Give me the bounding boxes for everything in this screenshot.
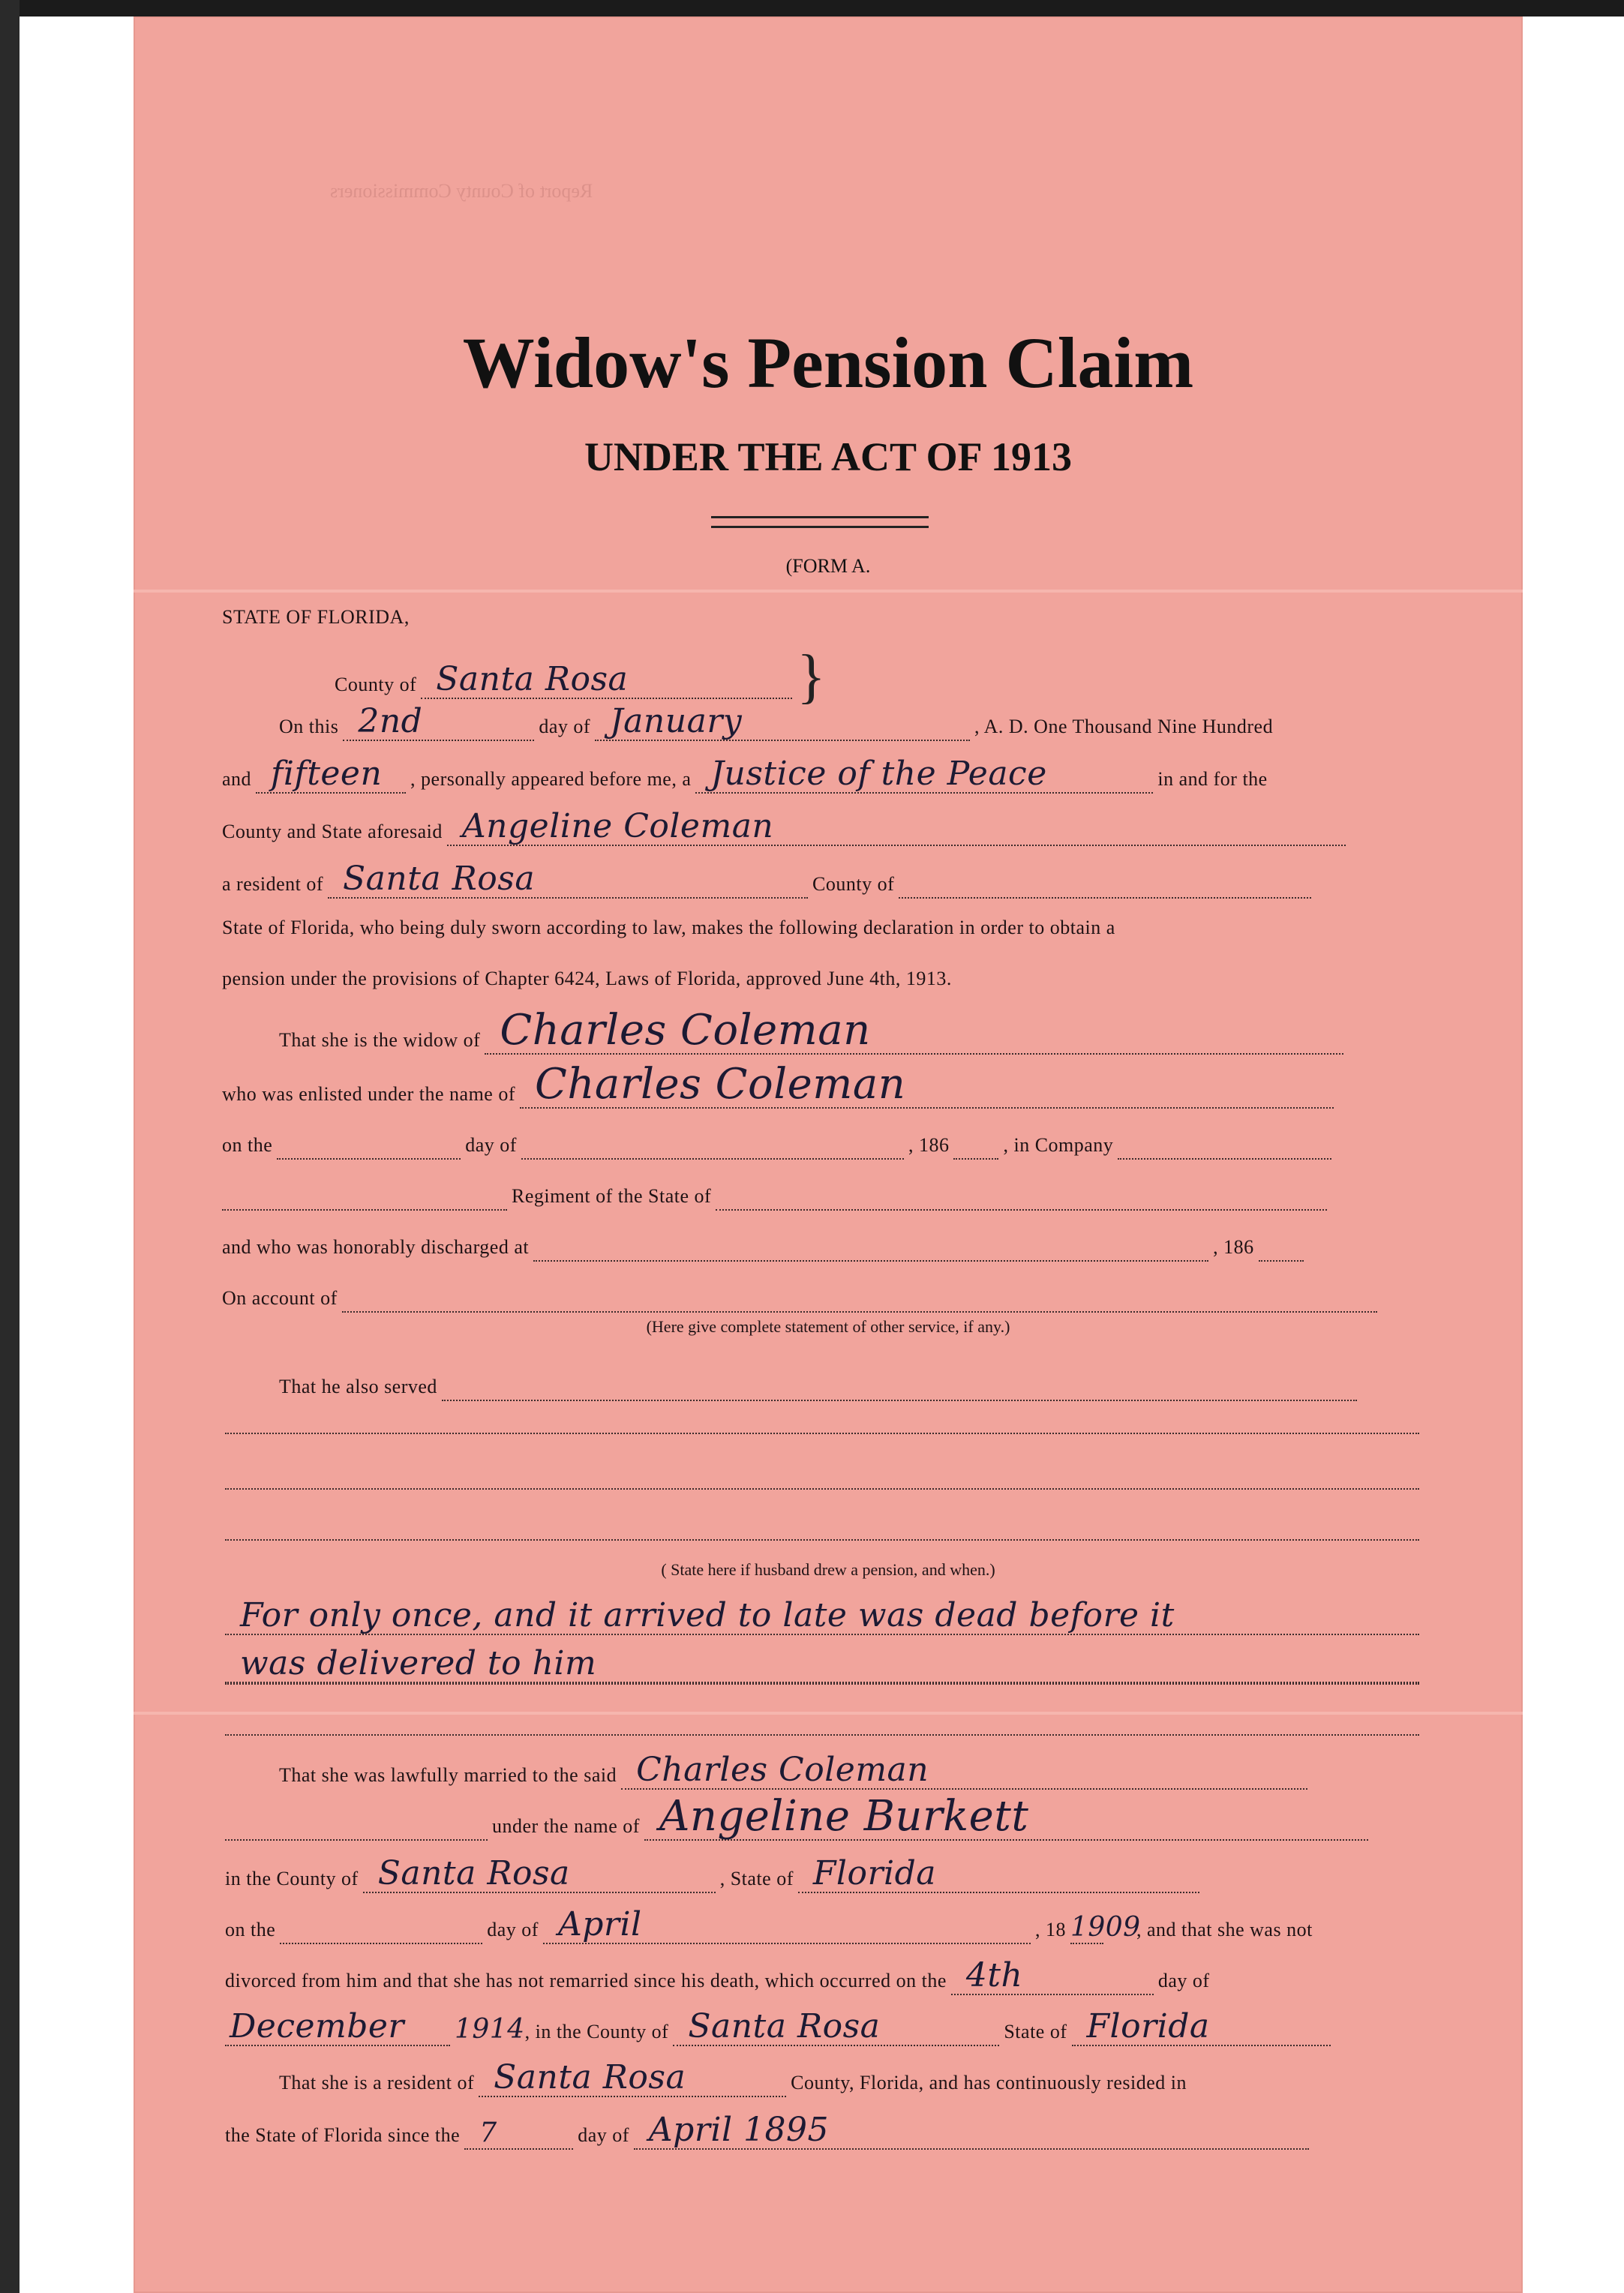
resident-of-label: a resident of [222,873,324,895]
also-served-field [442,1364,1357,1401]
pension-answer-2: was delivered to him [240,1644,597,1682]
enlisted-label: who was enlisted under the name of [222,1083,516,1105]
brace-glyph: } [797,644,827,710]
month-field [595,704,970,741]
florida-since-label: the State of Florida since the [225,2124,461,2146]
resident-label: That she is a resident of [279,2072,475,2093]
fold-line-lower [134,1712,1523,1715]
year-field [256,756,406,794]
marriage-year-field [1070,1907,1141,1944]
marriage-place-row [225,1856,1204,1893]
death-county-entry: Santa Rosa [688,2007,881,2045]
maiden-name-field [644,1792,1368,1841]
maiden-name-row [225,1792,1373,1841]
year-186b-label: , 186 [1213,1236,1254,1258]
residence-county-field [899,861,1311,899]
appeared-label: , personally appeared before me, a [410,768,692,790]
death-day-entry: 4th [965,1956,1023,1994]
day-entry: 2nd [358,702,423,740]
in-company-label: , in Company [1003,1134,1114,1156]
since-day-field [464,2112,573,2150]
death-month-field [225,2009,450,2046]
form-title: Widow's Pension Claim [462,323,1194,403]
resident-county-field [479,2060,786,2097]
year-186-label: , 186 [908,1134,950,1156]
county-row [335,644,827,710]
enlist-month-field [521,1122,904,1160]
company-field [1118,1122,1331,1160]
discharged-at-field [533,1224,1208,1262]
discharge-year-field [1259,1224,1304,1262]
state-of-label: , State of [719,1868,794,1889]
discharge-row [222,1224,1308,1262]
also-served-label: That he also served [279,1376,437,1397]
reverse-bleed-through: Report of County Commissioners [330,180,593,202]
marriage-county-field [363,1856,716,1893]
regiment-row [222,1173,1331,1211]
in-and-for-label: in and for the [1157,768,1268,790]
year-word-entry: fifteen [271,755,383,793]
resident-county-entry: Santa Rosa [494,2058,686,2096]
pension-note: ( State here if husband drew a pension, and when.) [661,1560,995,1579]
county-florida-text: County, Florida, and has continuously resided in [791,2072,1187,2093]
widow-of-field [485,1006,1343,1055]
pension-chapter-text: pension under the provisions of Chapter 6424, Laws of Florida, approved June 4th, 1913. [222,968,952,989]
day-of-label: day of [539,716,591,737]
year-18-label: , 18 [1034,1919,1066,1940]
marriage-day-field [280,1907,482,1944]
resident-row [279,2060,1187,2097]
state-header [222,606,410,632]
on-account-field [342,1275,1377,1313]
marriage-county-entry: Santa Rosa [377,1854,570,1892]
county-label: County of [335,674,417,695]
marriage-month-entry: April [557,1905,642,1943]
maiden-name-entry: Angeline Burkett [659,1792,1029,1841]
pension-answer-field-1 [225,1598,1419,1635]
pension-answer-1: For only once, and it arrived to late was dead before it [240,1596,1175,1634]
maiden-prefix-field [225,1803,488,1841]
county-state-aforesaid-label: County and State aforesaid [222,821,443,842]
married-row [279,1752,1312,1790]
death-state-field [1072,2009,1331,2046]
title-rule [711,516,929,528]
under-name-label: under the name of [492,1815,640,1837]
in-county-2-label: , in the County of [524,2021,669,2042]
day-of-2-label: day of [465,1134,517,1156]
on-the-2-label: on the [225,1919,276,1940]
death-year-entry: 1914 [455,2014,525,2045]
residence-row [222,861,1316,899]
also-served-row [279,1364,1361,1401]
county-of-2-label: County of [812,873,895,895]
ad-text: , A. D. One Thousand Nine Hundred [974,716,1274,737]
scan-top-edge [0,0,1624,17]
divorced-text: divorced from him and that she has not remarried since his death, which occurred on the [225,1970,947,1991]
married-to-field [621,1752,1307,1790]
marriage-date-row [225,1907,1313,1944]
declaration-row [222,917,1115,942]
claimant-row [222,809,1350,846]
widow-of-entry: Charles Coleman [500,1006,871,1055]
pension-answer-row-2 [225,1646,1419,1683]
marriage-state-field [798,1856,1199,1893]
county-field [421,662,792,699]
pension-line-3 [225,1683,1419,1685]
death-county-field [673,2009,999,2046]
since-month-year-entry: April 1895 [648,2111,829,2149]
state-header-text: STATE OF FLORIDA, [222,606,410,628]
married-to-label: That she was lawfully married to the said [279,1764,617,1786]
and-label: and [222,768,252,790]
pension-answer-field-2 [225,1646,1419,1683]
official-entry: Justice of the Peace [710,755,1047,793]
regiment-label: Regiment of the State of [512,1185,712,1207]
on-account-row [222,1275,1382,1313]
month-entry: January [610,702,743,740]
declaration-text: State of Florida, who being duly sworn according to law, makes the following declaration in order to obtain a [222,917,1115,938]
enlisted-row [222,1060,1338,1109]
state-of-2-label: State of [1004,2021,1067,2042]
since-day-entry: 7 [479,2117,497,2148]
widow-of-row [279,1006,1348,1055]
pension-chapter-row [222,968,952,993]
regiment-field [222,1173,507,1211]
death-state-entry: Florida [1086,2007,1210,2045]
marriage-state-entry: Florida [812,1854,936,1892]
residence-entry: Santa Rosa [343,860,536,898]
enlisted-field [520,1060,1334,1109]
service-line-3 [225,1488,1419,1490]
enlist-year-field [953,1122,998,1160]
on-the-label: on the [222,1134,273,1156]
widow-of-label: That she is the widow of [279,1029,481,1051]
marriage-month-field [543,1907,1031,1944]
day-of-5-label: day of [578,2124,629,2146]
enlist-day-field [277,1122,461,1160]
day-field [343,704,534,741]
official-field [695,756,1153,794]
date-row [279,704,1273,741]
form-subtitle: UNDER THE ACT OF 1913 [584,434,1073,479]
since-month-year-field [634,2112,1309,2150]
other-service-note: (Here give complete statement of other service, if any.) [646,1317,1010,1336]
death-day-field [951,1958,1154,1995]
fold-line-upper [134,590,1523,593]
regiment-state-field [716,1173,1327,1211]
pension-line-4 [225,1734,1419,1736]
since-row [225,2112,1313,2150]
death-month-entry: December [230,2007,404,2045]
residence-field [328,861,808,899]
county-entry: Santa Rosa [436,660,629,698]
appeared-row [222,756,1268,794]
discharged-at-label: and who was honorably discharged at [222,1236,530,1258]
marriage-year-entry: 1909 [1070,1912,1141,1943]
service-line-2 [225,1433,1419,1434]
in-county-label: in the County of [225,1868,359,1889]
scan-left-edge [0,0,20,2293]
not-text: , and that she was not [1136,1919,1313,1940]
claimant-entry: Angeline Coleman [461,807,774,845]
service-line-4 [225,1539,1419,1541]
enlisted-entry: Charles Coleman [535,1060,906,1109]
divorce-row [225,1958,1210,1995]
day-of-4-label: day of [1157,1970,1210,1991]
day-of-3-label: day of [487,1919,539,1940]
married-to-entry: Charles Coleman [636,1751,929,1789]
claimant-field [447,809,1346,846]
on-account-label: On account of [222,1287,338,1309]
on-this-label: On this [279,716,339,737]
enlistment-date-row [222,1122,1336,1160]
death-row [225,2009,1335,2046]
form-label: (FORM A. [785,555,871,577]
pension-answer-row-1 [225,1598,1419,1635]
